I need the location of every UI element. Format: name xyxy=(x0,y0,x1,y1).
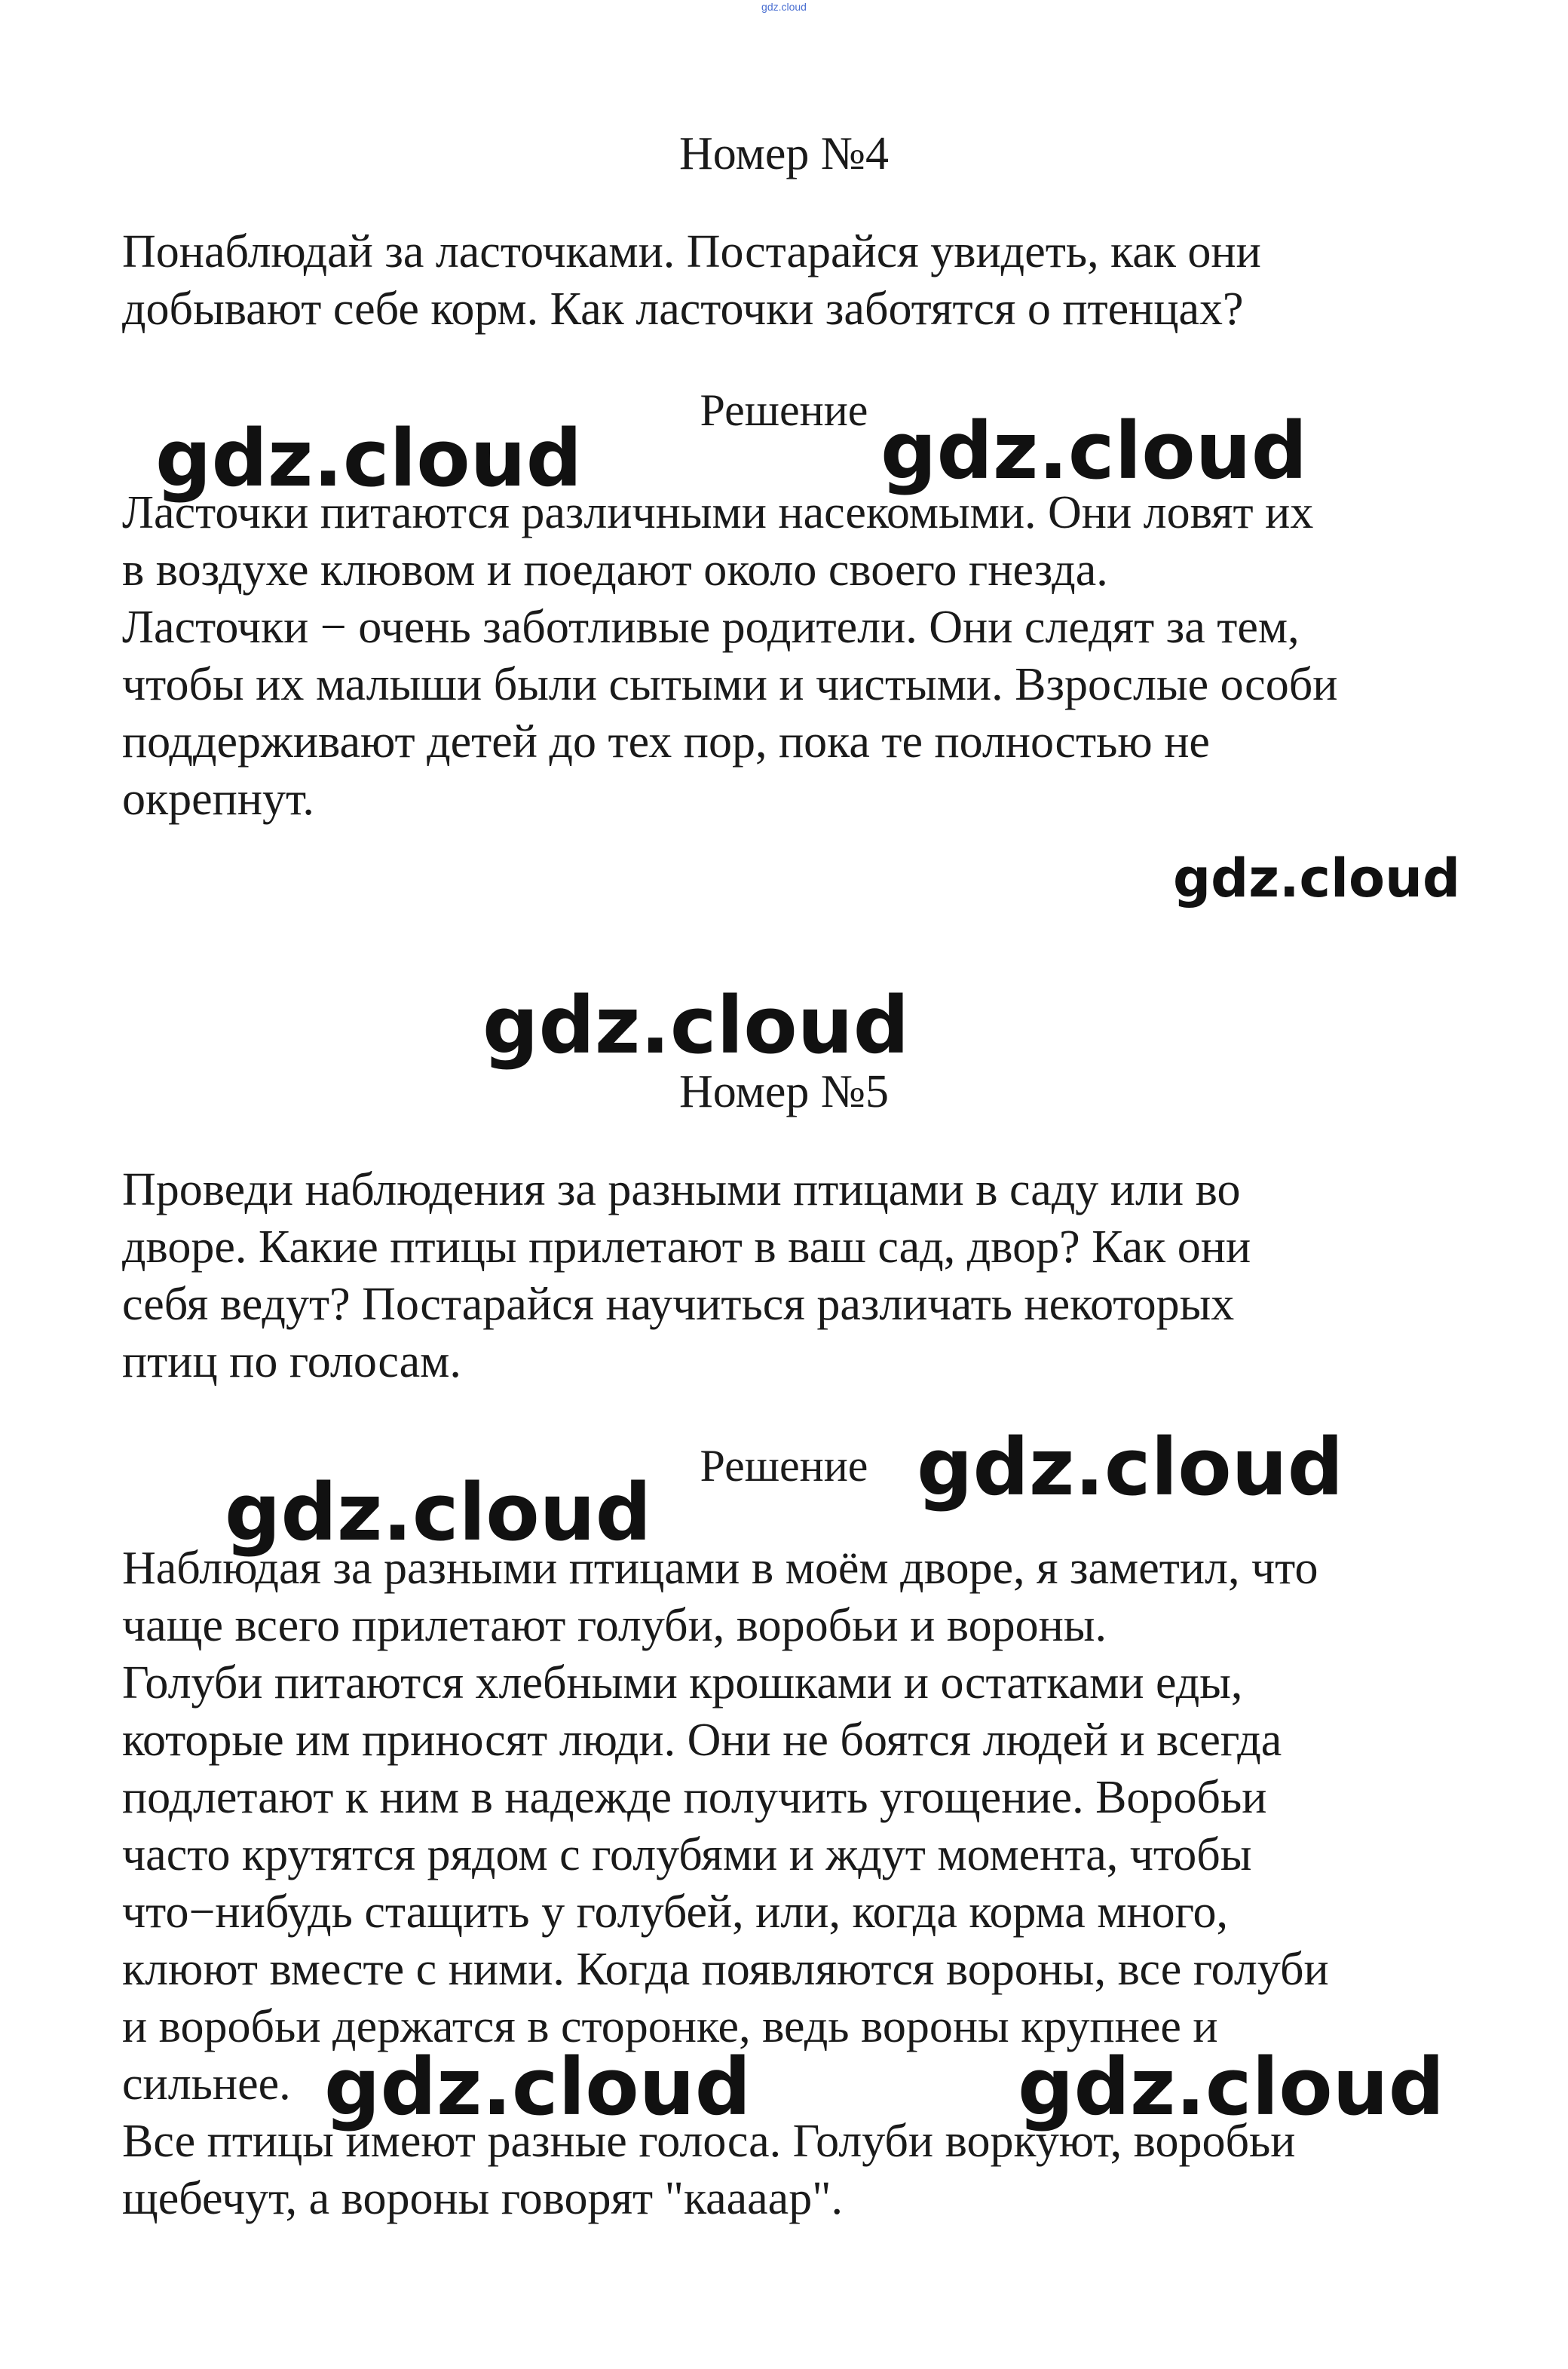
watermark: gdz.cloud xyxy=(324,2041,752,2133)
task-4-title: Номер №4 xyxy=(678,128,889,179)
header-watermark: gdz.cloud xyxy=(761,1,807,13)
task-5-solution-label: Решение xyxy=(700,1441,868,1491)
task-5-question: Проведи наблюдения за разными птицами в саду или во дворе. Какие птицы прилетают в ваш сад, двор? Как они себя ведут? Постарайся научиться различать некоторых птиц по голосам. xyxy=(122,1164,1251,1387)
watermark: gdz.cloud xyxy=(917,1421,1344,1513)
watermark: gdz.cloud xyxy=(1173,847,1461,909)
task-4-question: Понаблюдай за ласточками. Постарайся увидеть, как они добывают себе корм. Как ласточки заботятся о птенцах? xyxy=(122,226,1261,335)
watermark: gdz.cloud xyxy=(1018,2041,1445,2133)
watermark: gdz.cloud xyxy=(225,1466,652,1558)
task-5-title: Номер №5 xyxy=(678,1066,889,1117)
task-4-solution-label: Решение xyxy=(700,385,868,435)
task-4-answer: Ласточки питаются различными насекомыми. Они ловят их в воздухе клювом и поедают около своего гнезда. Ласточки − очень заботливые родители. Они следят за тем, чтобы их малыши были сытыми и чистыми. Взрослые особи поддерживают детей до тех пор, пока те полностью не окрепнут. xyxy=(122,487,1338,825)
watermark: gdz.cloud xyxy=(482,979,910,1071)
watermark: gdz.cloud xyxy=(880,405,1308,497)
task-5-answer: Наблюдая за разными птицами в моём дворе, я заметил, что чаще всего прилетают голуби, воробьи и вороны. Голуби питаются хлебными крошками и остатками еды, которые им приносят люди. Они не боятся людей и всегда подлетают к ним в надежде получить угощение. Воробьи часто крутятся рядом с голубями и ждут момента, чтобы что−нибудь стащить у голубей, или, когда корма много, клюют вместе с ними. Когда появляются вороны, все голуби и воробьи держатся в сторонке, ведь вороны крупнее и сильнее. Все птицы имеют разные голоса. Голуби воркуют, воробьи щебечут, а вороны говорят "кааaар". xyxy=(122,1543,1329,2224)
watermark: gdz.cloud xyxy=(155,412,583,504)
